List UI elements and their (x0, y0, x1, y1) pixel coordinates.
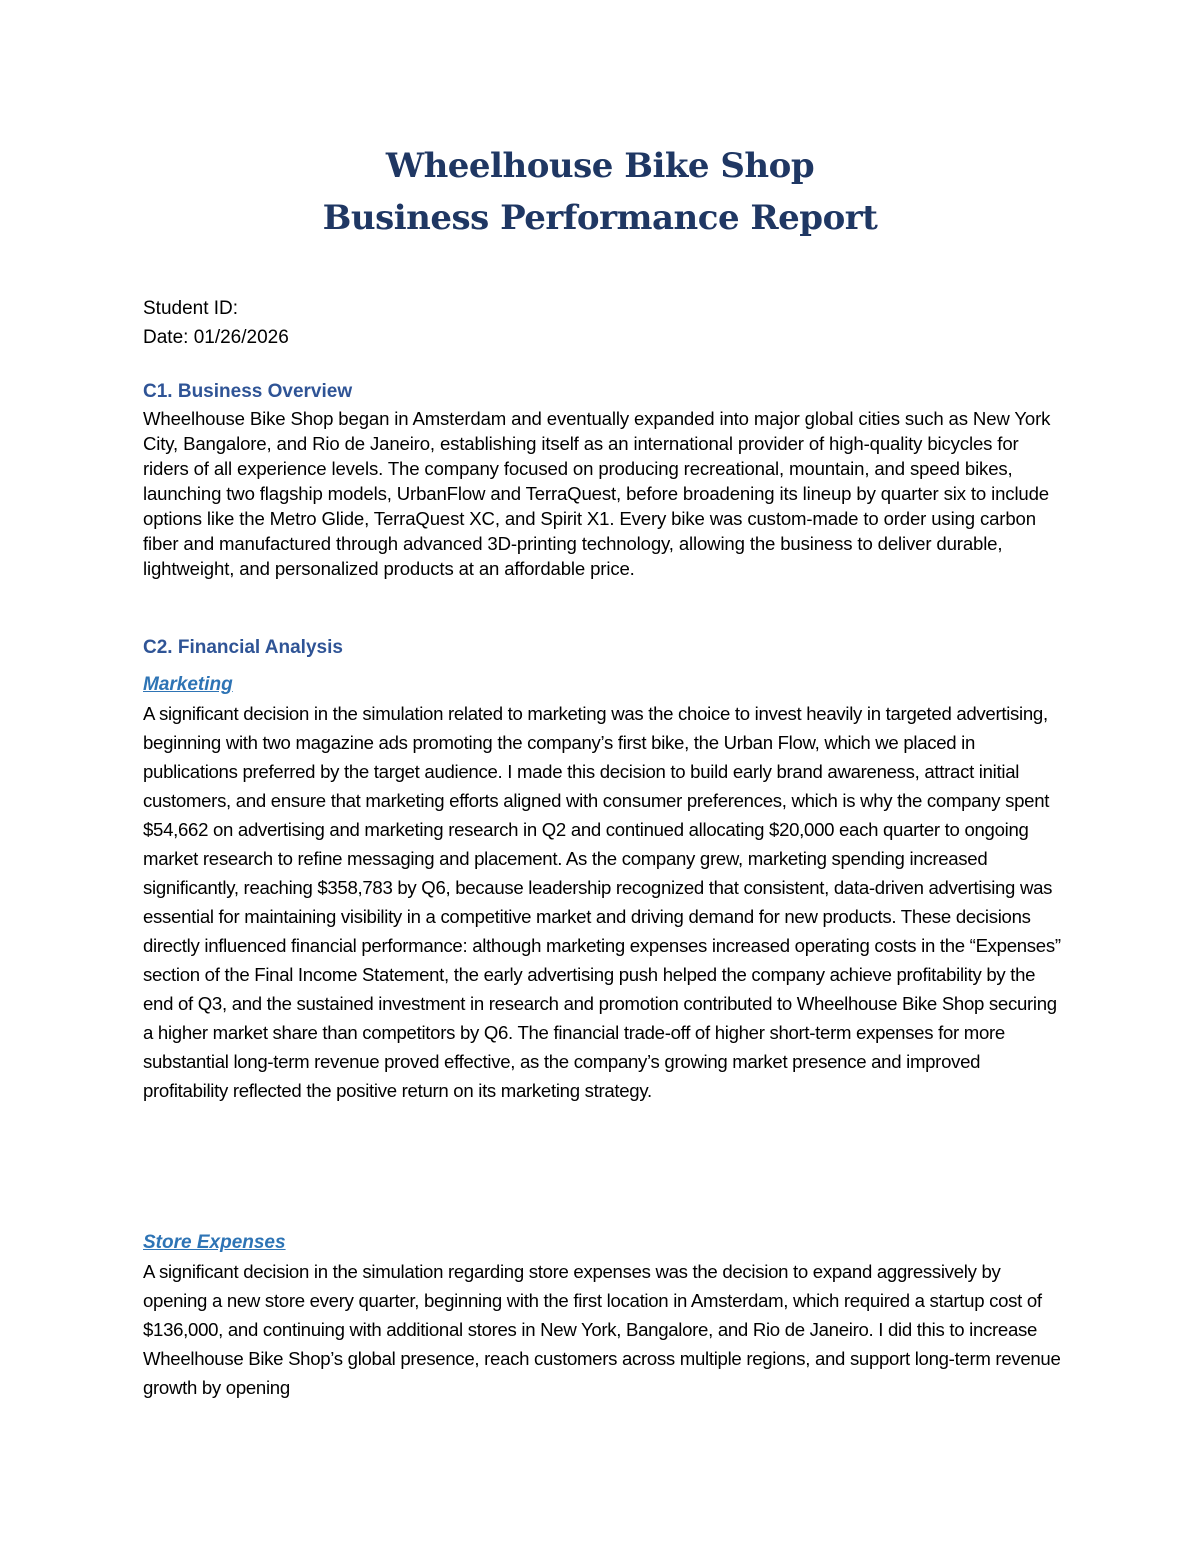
store-expenses-paragraph: A significant decision in the simulation regarding store expenses was the decision to expand aggressively by opening a new store every quarter, beginning with the first location in Amsterdam, which required a startup cost of $136,000, and continuing with additional stores in New York, Bangalore, and Rio de Janeiro. I did this to increase Wheelhouse Bike Shop’s global presence, reach customers across multiple regions, and support long-term revenue growth by opening (143, 1261, 1061, 1398)
title-line-report: Business Performance Report (322, 198, 878, 238)
section-heading-business-overview: C1. Business Overview (143, 381, 353, 402)
report-title (0, 140, 1200, 244)
student-id-field: Student ID: (143, 298, 239, 319)
subsection-marketing (143, 671, 1063, 1105)
section-c2 (143, 634, 1063, 662)
subsection-store-expenses (143, 1229, 1063, 1402)
marketing-paragraph: A significant decision in the simulation related to marketing was the choice to invest heavily in targeted advertising, beginning with two magazine ads promoting the company’s first bike, the Urban Flow, which we placed in publications preferred by the target audience. I made this decision to build early brand awareness, attract initial customers, and ensure that marketing efforts aligned with consumer preferences, which is why the company spent $54,662 on advertising and marketing research in Q2 and continued allocating $20,000 each quarter to ongoing market research to refine messaging and placement. As the company grew, marketing spending increased significantly, reaching $358,783 by Q6, because leadership recognized that consistent, data-driven advertising was essential for maintaining visibility in a competitive market and driving demand for new products. These decisions directly influenced financial performance: although marketing expenses increased operating costs in the “Expenses” section of the Final Income Statement, the early advertising push helped the company achieve profitability by the end of Q3, and the sustained investment in research and promotion contributed to Wheelhouse Bike Shop securing a higher market share than competitors by Q6. The financial trade-off of higher short-term expenses for more substantial long-term revenue proved effective, as the company’s growing market presence and improved profitability reflected the positive return on its marketing strategy. (143, 703, 1061, 1101)
report-meta (143, 294, 289, 352)
subheading-store-expenses: Store Expenses (143, 1232, 286, 1253)
section-c1 (143, 378, 1063, 581)
date-field: Date: 01/26/2026 (143, 327, 289, 348)
subheading-marketing: Marketing (143, 674, 233, 695)
section-heading-financial-analysis: C2. Financial Analysis (143, 637, 343, 658)
title-line-company: Wheelhouse Bike Shop (385, 146, 815, 186)
business-overview-paragraph: Wheelhouse Bike Shop began in Amsterdam and eventually expanded into major global cities such as New York City, Bangalore, and Rio de Janeiro, establishing itself as an international provider of high-quality bicycles for riders of all experience levels. The company focused on producing recreational, mountain, and speed bikes, launching two flagship models, UrbanFlow and TerraQuest, before broadening its lineup by quarter six to include options like the Metro Glide, TerraQuest XC, and Spirit X1. Every bike was custom-made to order using carbon fiber and manufactured through advanced 3D-printing technology, allowing the business to deliver durable, lightweight, and personalized products at an affordable price. (143, 408, 1051, 579)
